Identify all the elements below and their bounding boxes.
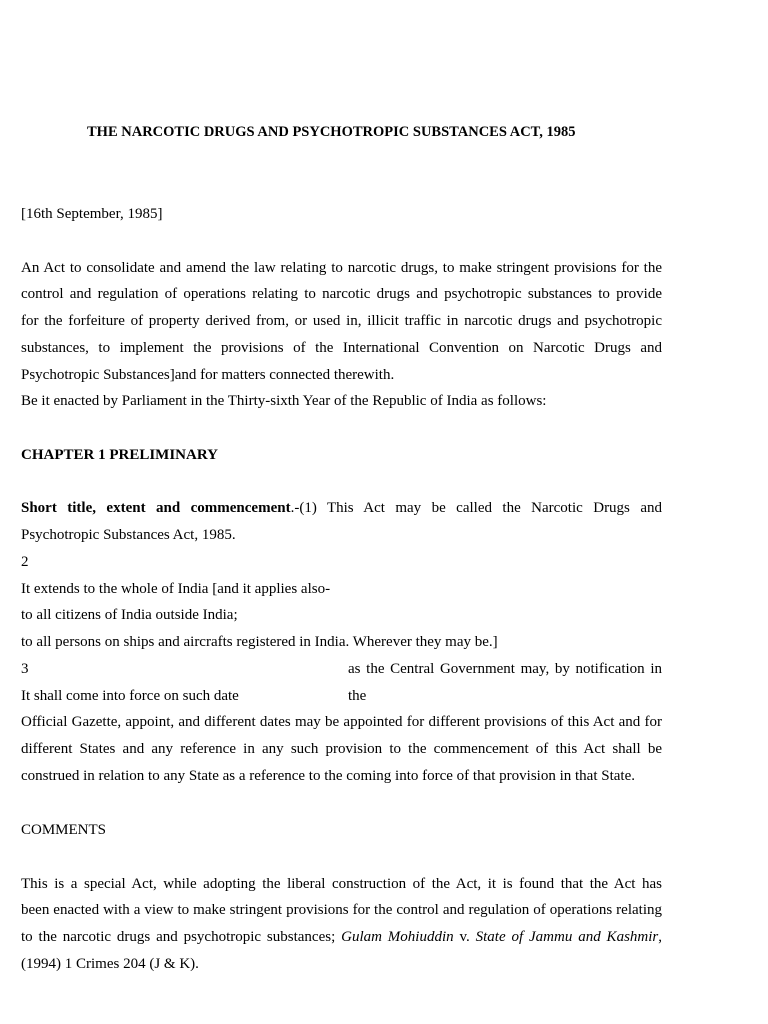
extent-line: to all citizens of India outside India;: [21, 607, 238, 623]
comment-line: [21, 928, 662, 946]
preamble-line: for the forfeiture of property derived from, or used in, illicit traffic in narcotic drugs and psychotropic: [21, 313, 662, 329]
case-citation: (1994) 1 Crimes 204 (J & K).: [21, 956, 199, 972]
case-party-name: Gulam Mohiuddin: [341, 929, 454, 945]
enactment-date: [16th September, 1985]: [21, 206, 163, 222]
extent-line: to all persons on ships and aircrafts registered in India. Wherever they may be.]: [21, 634, 498, 650]
comment-text: to the narcotic drugs and psychotropic substances;: [21, 929, 342, 945]
commencement-right-text: the: [348, 688, 367, 704]
preamble-line: control and regulation of operations relating to narcotic drugs and psychotropic substances to provide: [21, 286, 662, 302]
comment-line: This is a special Act, while adopting the liberal construction of the Act, it is found that the Act has: [21, 876, 662, 892]
section-heading: Short title, extent and commencement: [21, 500, 291, 516]
preamble-line: substances, to implement the provisions of the International Convention on Narcotic Drugs and: [21, 340, 662, 356]
act-title: THE NARCOTIC DRUGS AND PSYCHOTROPIC SUBSTANCES ACT, 1985: [87, 124, 576, 140]
subsection-number: 3: [21, 661, 29, 677]
preamble-line: Psychotropic Substances]and for matters connected therewith.: [21, 367, 395, 383]
section-1-line: Psychotropic Substances Act, 1985.: [21, 527, 236, 543]
commencement-line: construed in relation to any State as a reference to the coming into force of that provision in that State.: [21, 768, 635, 784]
commencement-left-text: It shall come into force on such date: [21, 688, 239, 704]
extent-line: It extends to the whole of India [and it applies also-: [21, 581, 331, 597]
chapter-heading: CHAPTER 1 PRELIMINARY: [21, 447, 218, 463]
enactment-clause: Be it enacted by Parliament in the Thirty-sixth Year of the Republic of India as follows:: [21, 393, 547, 409]
case-party-name: State of Jammu and Kashmir: [475, 929, 659, 945]
comments-heading: COMMENTS: [21, 822, 107, 838]
comment-line: been enacted with a view to make stringent provisions for the control and regulation of operations relating: [21, 902, 662, 918]
section-1-line: [21, 499, 662, 517]
commencement-right-text: as the Central Government may, by notification in: [348, 661, 662, 677]
commencement-line: different States and any reference in any such provision to the commencement of this Act shall be: [21, 741, 662, 757]
subsection-number: 2: [21, 554, 29, 570]
versus-text: v.: [453, 929, 476, 945]
section-text: .-(1) This Act may be called the Narcotic Drugs and: [290, 500, 662, 516]
commencement-line: Official Gazette, appoint, and different dates may be appointed for different provisions of this Act and for: [21, 714, 662, 730]
preamble-line: An Act to consolidate and amend the law relating to narcotic drugs, to make stringent provisions for the: [21, 260, 662, 276]
comment-text: ,: [658, 929, 662, 945]
